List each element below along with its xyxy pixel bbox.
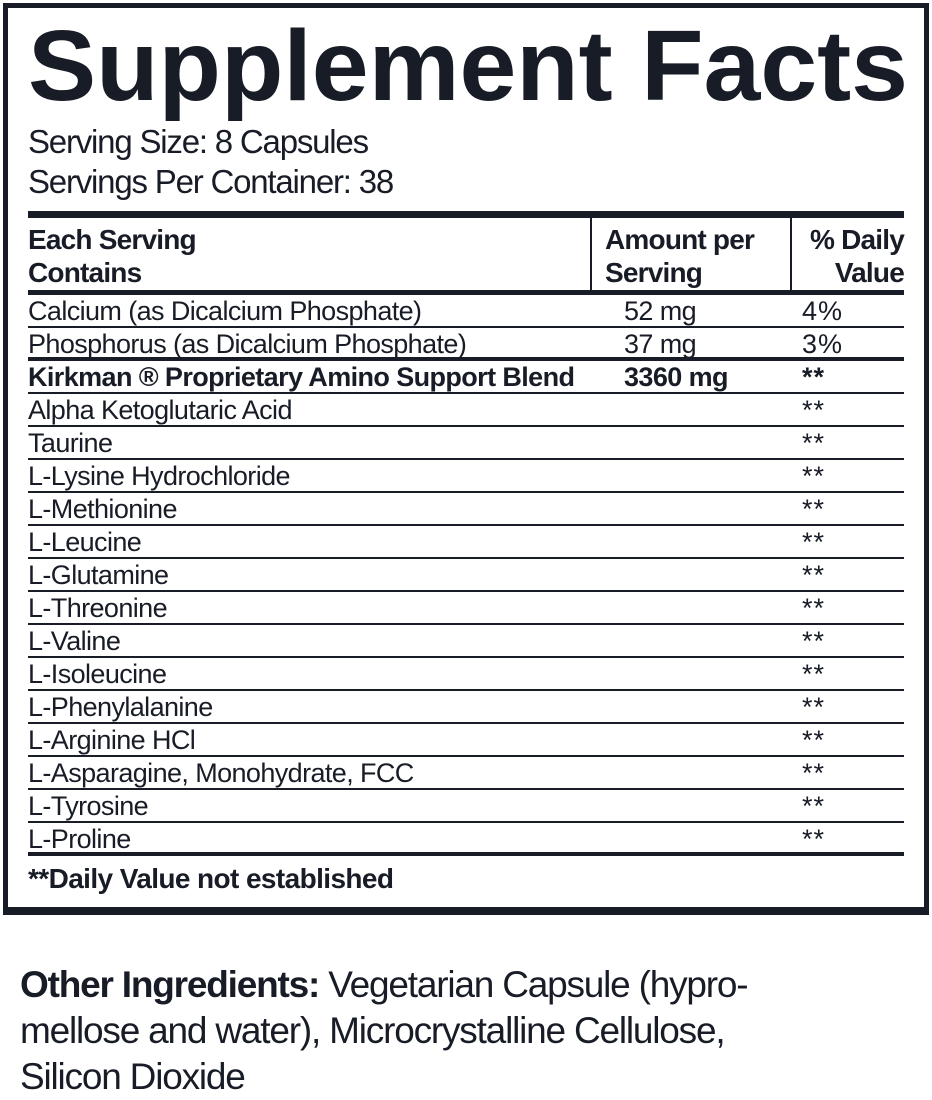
ingredient-daily-value: ** <box>802 791 826 821</box>
ingredient-daily-value: 4% <box>802 296 844 326</box>
ingredient-name: L-Leucine <box>28 527 142 557</box>
servings-per-container: Servings Per Container: 38 <box>28 163 394 200</box>
ingredient-name: L-Lysine Hydrochloride <box>28 461 290 491</box>
ingredient-daily-value: 3% <box>802 329 844 359</box>
divider-heavy-top <box>28 211 904 218</box>
table-row <box>28 625 904 658</box>
ingredient-daily-value: ** <box>802 758 826 788</box>
ingredient-daily-value: ** <box>802 593 826 623</box>
ingredient-name: L-Methionine <box>28 494 177 524</box>
table-row <box>28 790 904 823</box>
header-dv-line2: Value <box>834 257 904 288</box>
table-header <box>28 218 904 290</box>
ingredient-name: L-Phenylalanine <box>28 692 213 722</box>
ingredient-name: L-Threonine <box>28 593 167 623</box>
table-row <box>28 691 904 724</box>
ingredient-daily-value: ** <box>802 692 826 722</box>
header-daily-value <box>790 218 904 290</box>
table-row <box>28 394 904 427</box>
table-row <box>28 823 904 856</box>
ingredient-daily-value: ** <box>802 362 826 392</box>
table-row <box>28 493 904 526</box>
ingredient-daily-value: ** <box>802 725 826 755</box>
ingredient-name: L-Tyrosine <box>28 791 149 821</box>
header-each-serving-line2: Contains <box>28 257 142 288</box>
ingredient-name: L-Isoleucine <box>28 659 167 689</box>
daily-value-footnote: **Daily Value not established <box>28 863 394 894</box>
ingredient-name: Calcium (as Dicalcium Phosphate) <box>28 296 422 326</box>
ingredient-daily-value: ** <box>802 527 826 557</box>
table-row <box>28 295 904 328</box>
supplement-facts-title <box>28 16 912 122</box>
ingredient-name: L-Arginine HCl <box>28 725 196 755</box>
ingredient-daily-value: ** <box>802 428 826 458</box>
supplement-facts-panel <box>3 3 929 915</box>
table-row <box>28 328 904 361</box>
table-body <box>28 295 904 856</box>
serving-size: Serving Size: 8 Capsules <box>28 123 368 160</box>
header-each-serving-line1: Each Serving <box>28 224 196 255</box>
ingredient-daily-value: ** <box>802 560 826 590</box>
ingredient-name: Kirkman ® Proprietary Amino Support Blend <box>28 362 575 392</box>
table-row <box>28 658 904 691</box>
panel-title-text: Supplement Facts <box>28 16 908 122</box>
other-ingredients-line1-rest: Vegetarian Capsule (hypro- <box>319 964 748 1005</box>
ingredient-amount: 52 mg <box>624 296 697 326</box>
other-ingredients-line1 <box>20 962 915 1008</box>
ingredient-name: Alpha Ketoglutaric Acid <box>28 395 292 425</box>
ingredient-daily-value: ** <box>802 626 826 656</box>
table-row <box>28 592 904 625</box>
table-row <box>28 361 904 394</box>
table-row <box>28 757 904 790</box>
ingredient-daily-value: ** <box>802 461 826 491</box>
ingredient-name: L-Glutamine <box>28 560 169 590</box>
table-row <box>28 427 904 460</box>
header-amount-line2: Serving <box>605 257 703 288</box>
other-ingredients <box>20 962 915 1100</box>
table-row <box>28 526 904 559</box>
header-each-serving <box>28 218 590 290</box>
ingredient-amount: 37 mg <box>624 329 697 359</box>
ingredient-daily-value: ** <box>802 659 826 689</box>
other-ingredients-line3: Silicon Dioxide <box>20 1056 245 1097</box>
ingredient-daily-value: ** <box>802 395 826 425</box>
header-amount-line1: Amount per <box>605 224 755 255</box>
ingredient-amount: 3360 mg <box>624 362 728 392</box>
ingredient-name: L-Asparagine, Monohydrate, FCC <box>28 758 414 788</box>
other-ingredients-label: Other Ingredients: <box>20 964 320 1005</box>
ingredient-name: L-Valine <box>28 626 121 656</box>
table-row <box>28 724 904 757</box>
ingredient-name: L-Proline <box>28 824 131 854</box>
other-ingredients-line2: mellose and water), Microcrystalline Cellulose, <box>20 1010 725 1051</box>
header-amount-per-serving <box>590 218 790 290</box>
table-row <box>28 460 904 493</box>
ingredient-daily-value: ** <box>802 824 826 854</box>
ingredient-name: Phosphorus (as Dicalcium Phosphate) <box>28 329 467 359</box>
header-dv-line1: % Daily <box>810 224 904 255</box>
ingredient-name: Taurine <box>28 428 113 458</box>
table-row <box>28 559 904 592</box>
ingredient-daily-value: ** <box>802 494 826 524</box>
